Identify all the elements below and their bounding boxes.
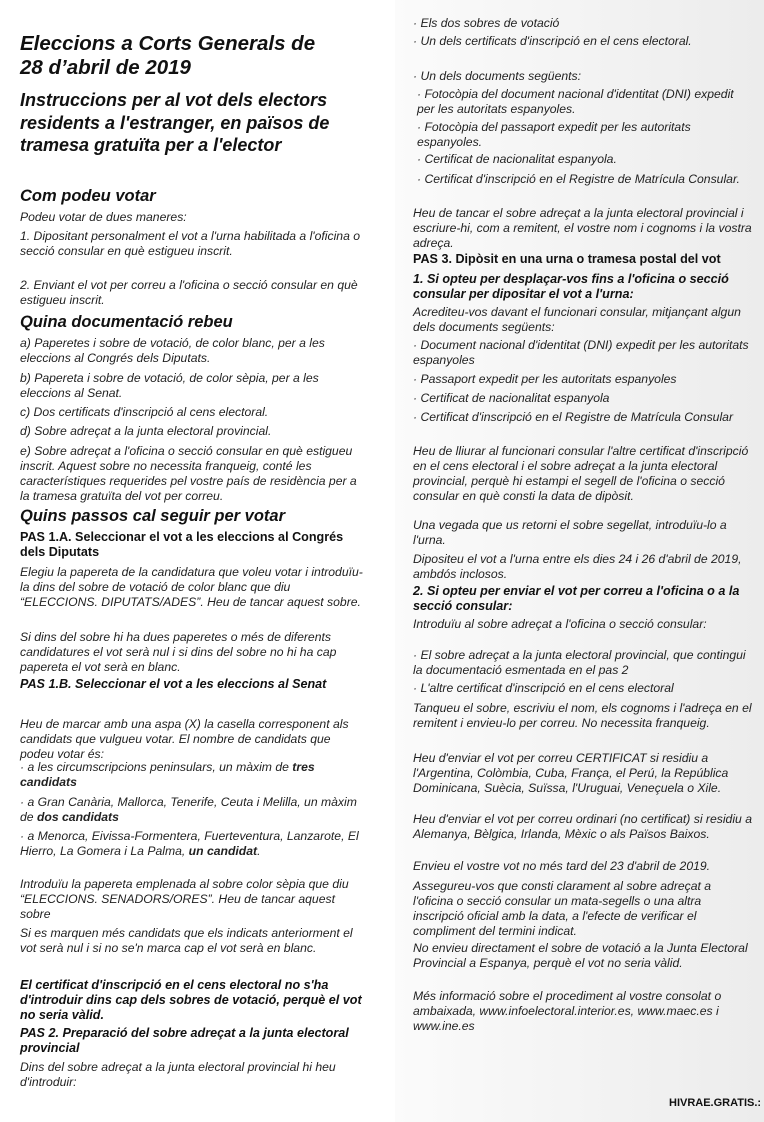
footer-code: HIVRAE.GRATIS.: — [669, 1097, 762, 1109]
pas-3-doc-3: · Certificat de nacionalitat espanyola — [413, 391, 610, 405]
pas-2-subitem-2: · Fotocòpia del passaport expedit per les autoritats espanyoles. — [417, 120, 691, 149]
pas-2-subitem-3: · Certificat de nacionalitat espanyola. — [417, 152, 617, 166]
pas-3-option-2-item-2: · L'altre certificat d'inscripció en el cens electoral — [413, 681, 674, 695]
pas-3-option-2-title: 2. Si opteu per enviar el vot per correu a l'oficina o a la secció consular: — [413, 584, 740, 613]
senate-bullet-2-bold: dos candidats — [36, 810, 119, 824]
vote-option-2: 2. Enviant el vot per correu a l'oficina o secció consular en què estigueu inscrit. — [20, 278, 358, 307]
doc-item-a: a) Paperetes i sobre de votació, de color blanc, per a les eleccions al Congrés dels Diputats. — [20, 336, 325, 365]
pas-3-doc-2: · Passaport expedit per les autoritats espanyoles — [413, 372, 677, 386]
certified-mail-countries: Heu d'enviar el vot per correu CERTIFICAT si residiu a l'Argentina, Colòmbia, Cuba, França, el Perú, la República Dominicana, Suècia, Suïssa, l'Uruguai, Veneçuela o Xile. — [413, 751, 729, 795]
pas-2-title: PAS 2. Preparació del sobre adreçat a la junta electoral provincial — [20, 1026, 349, 1055]
senate-bullet-1-text: · a les circumscripcions peninsulars, un màxim de — [20, 760, 293, 774]
pas-1b-paragraph-1: Heu de marcar amb una aspa (X) la casella corresponent als candidats que vulgueu votar. El nombre de candidats que podeu votar és: — [20, 717, 349, 761]
pas-3-option-2-item-1: · El sobre adreçat a la junta electoral provincial, que contingui la documentació esmentada en el pas 2 — [413, 648, 746, 677]
doc-item-c: c) Dos certificats d'inscripció al cens electoral. — [20, 405, 269, 419]
pas-2-item-1: · Els dos sobres de votació — [413, 16, 560, 30]
how-to-vote-intro: Podeu votar de dues maneres: — [20, 210, 187, 224]
page-title — [20, 32, 365, 80]
doc-item-b: b) Papereta i sobre de votació, de color sèpia, per a les eleccions al Senat. — [20, 371, 319, 400]
senate-bullet-3-end: . — [257, 844, 261, 858]
pas-1b-title: PAS 1.B. Seleccionar el vot a les eleccions al Senat — [20, 677, 327, 691]
doc-item-e: e) Sobre adreçat a l'oficina o secció consular en què estigueu inscrit. Aquest sobre no necessita franqueig, conté les característiques requerides pel vostre país de residència per a la tramesa gratuïta del vot per correu. — [20, 444, 357, 503]
pas-1b-paragraph-2: Introduïu la papereta emplenada al sobre color sèpia que diu “ELECCIONS. SENADORS/ORES”. Heu de tancar aquest sobre — [20, 877, 349, 921]
pas-3-doc-1: · Document nacional d'identitat (DNI) expedit per les autoritats espanyoles — [413, 338, 749, 367]
title-line-1: Eleccions a Corts Generals de — [20, 32, 316, 55]
pas-2-closing: Heu de tancar el sobre adreçat a la junta electoral provincial i escriure-hi, com a remitent, el vostre nom i cognoms i la vostra adreça. — [413, 206, 752, 250]
pas-2-intro: Dins del sobre adreçat a la junta electoral provincial hi heu d'introduir: — [20, 1060, 336, 1089]
more-information: Més informació sobre el procediment al vostre consolat o ambaixada, www.infoelectoral.interior.es, www.maec.es i www.ine.es — [413, 989, 722, 1033]
ordinary-mail-countries: Heu d'enviar el vot per correu ordinari (no certificat) si residiu a Alemanya, Bèlgica, Irlanda, Mèxic o als Països Baixos. — [413, 812, 752, 841]
doc-item-d: d) Sobre adreçat a la junta electoral provincial. — [20, 424, 272, 438]
pas-2-subitem-1: · Fotocòpia del document nacional d'identitat (DNI) expedit per les autoritats espanyoles. — [417, 87, 734, 116]
heading-how-to-vote: Com podeu votar — [20, 187, 156, 205]
pas-3-title: PAS 3. Dipòsit en una urna o tramesa postal del vot — [413, 252, 721, 266]
senate-bullet-3-bold: un candidat — [188, 844, 258, 858]
pas-1a-title: PAS 1.A. Seleccionar el vot a les eleccions al Congrés dels Diputats — [20, 530, 344, 559]
senate-bullet-1 — [20, 760, 365, 790]
senate-bullet-2-text: · a Gran Canària, Mallorca, Tenerife, Ceuta i Melilla, un màxim de — [20, 795, 357, 824]
heading-documentation: Quina documentació rebeu — [20, 313, 233, 331]
pas-3-doc-4: · Certificat d'inscripció en el Registre de Matrícula Consular — [413, 410, 734, 424]
pas-1b-paragraph-3: Si es marquen més candidats que els indicats anteriorment el vot serà nul i si no se'n marca cap el vot serà en blanc. — [20, 926, 353, 955]
pas-3-option-2-intro: Introduïu al sobre adreçat a l'oficina o secció consular: — [413, 617, 707, 631]
pas-3-option-2-paragraph-1: Tanqueu el sobre, escriviu el nom, els cognoms i l'adreça en el remitent i envieu-lo per correu. No necessita franqueig. — [413, 701, 752, 730]
pas-3-option-1-paragraph-1: Heu de lliurar al funcionari consular l'altre certificat d'inscripció en el cens electoral i el sobre adreçat a la junta electoral provincial, perquè hi estampi el segell de l'oficina o secció consular en què consti la data de dipòsit. — [413, 444, 749, 503]
page-subtitle: Instruccions per al vot dels electors residents a l'estranger, en països de tramesa gratuïta per a l'elector — [20, 90, 330, 155]
senate-bullet-3 — [20, 829, 365, 859]
pas-3-option-1-title: 1. Si opteu per desplaçar-vos fins a l'oficina o secció consular per dipositar el vot a l'urna: — [413, 272, 729, 301]
do-not-send-direct-notice: No envieu directament el sobre de votació a la Junta Electoral Provincial a Espanya, perquè el vot no seria vàlid. — [413, 941, 748, 970]
vote-option-1: 1. Dipositant personalment el vot a l'urna habilitada a l'oficina o secció consular en què estigueu inscrit. — [20, 229, 361, 258]
heading-steps: Quins passos cal seguir per votar — [20, 507, 286, 525]
senate-bullet-1-bold: tres candidats — [20, 760, 315, 789]
senate-bullet-2 — [20, 795, 365, 825]
title-line-2: 28 d’abril de 2019 — [20, 56, 191, 79]
pas-2-item-3: · Un dels documents següents: — [413, 69, 582, 83]
pas-2-item-2: · Un dels certificats d'inscripció en el cens electoral. — [413, 34, 692, 48]
send-deadline: Envieu el vostre vot no més tard del 23 d'abril de 2019. — [413, 859, 711, 873]
certificate-warning: El certificat d'inscripció en el cens electoral no s'ha d'introduir dins cap dels sobres de votació, perquè el vot no seria vàlid. — [20, 978, 362, 1022]
pas-1a-paragraph-2: Si dins del sobre hi ha dues paperetes o més de diferents candidatures el vot serà nul i si dins del sobre no hi ha cap papereta el vot serà en blanc. — [20, 630, 337, 674]
pas-1a-paragraph-1: Elegiu la papereta de la candidatura que voleu votar i introduïu-la dins del sobre de votació de color blanc que diu “ELECCIONS. DIPUTATS/ADES”. Heu de tancar aquest sobre. — [20, 565, 363, 609]
pas-3-option-1-intro: Acrediteu-vos davant el funcionari consular, mitjançant algun dels documents següents: — [413, 305, 741, 334]
pas-3-option-1-paragraph-2: Una vegada que us retorni el sobre segellat, introduïu-lo a l'urna. — [413, 518, 727, 547]
pas-3-option-1-paragraph-3: Dipositeu el vot a l'urna entre els dies 24 i 26 d'abril de 2019, ambdós inclosos. — [413, 552, 742, 581]
pas-2-subitem-4: · Certificat d'inscripció en el Registre de Matrícula Consular. — [417, 172, 740, 186]
senate-bullet-3-text: · a Menorca, Eivissa-Formentera, Fuerteventura, Lanzarote, El Hierro, La Gomera i La Palma, — [20, 829, 359, 858]
postmark-notice: Assegureu-vos que consti clarament al sobre adreçat a l'oficina o secció consular un mata-segells o una altra inscripció oficial amb la data, a l'efecte de verificar el compliment del termini indicat. — [413, 879, 712, 938]
